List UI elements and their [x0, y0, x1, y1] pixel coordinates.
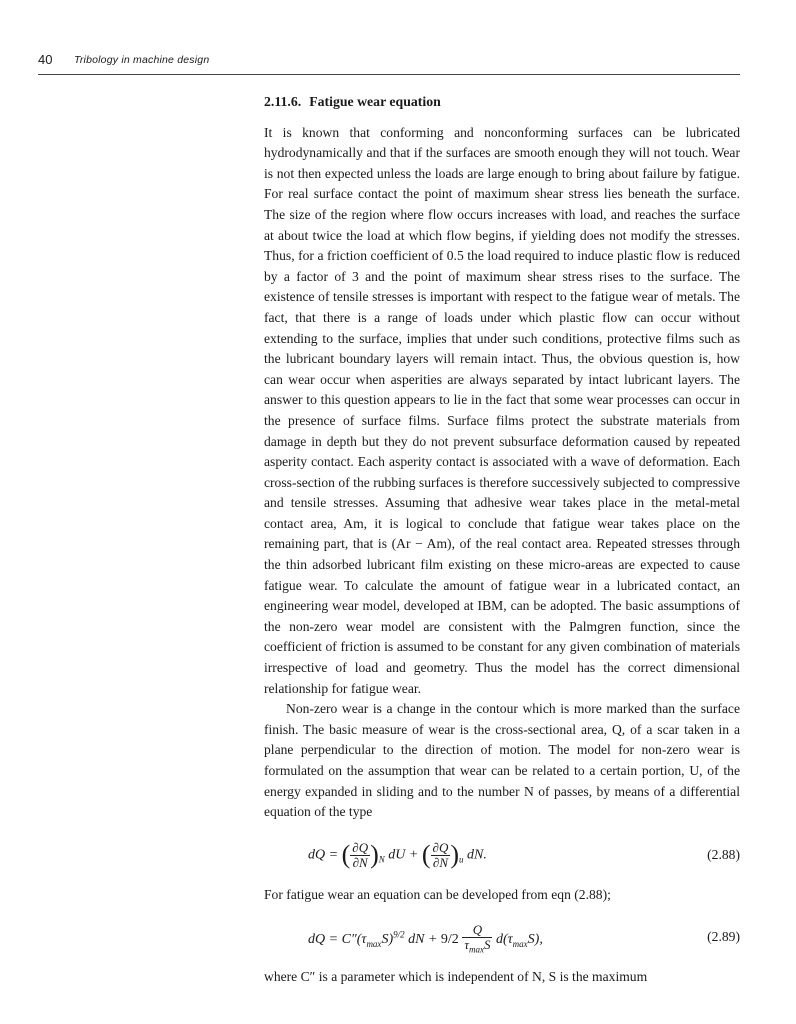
paragraph-4: where C″ is a parameter which is independent of N, S is the maximum [264, 969, 648, 985]
section-heading [264, 92, 740, 113]
equation-2-89-expression: dQ = $C''(\tau_{max}S)^{9/2}$ dN + 9/2 $\frac{Q}{\tau_{max}S}$ $d(\tau_{max}S)$, [308, 922, 543, 955]
equation-2-88 [264, 831, 740, 879]
running-title: Tribology in machine design [74, 54, 210, 66]
paragraph-3: For fatigue wear an equation can be developed from eqn (2.88); [264, 886, 611, 902]
page-number: 40 [38, 52, 53, 67]
equation-number: (2.88) [707, 846, 740, 862]
equation-2-88-expression: dQ = ( $\frac{\partial Q}{\partial N}$ )$_N$ dU + ( $\frac{\partial Q}{\partial N}$ )$_u$ dN. [308, 839, 487, 870]
page-header [38, 52, 748, 72]
paragraph-2: Non-zero wear is a change in the contour which is more marked than the surface finish. The basic measure of wear is the cross-sectional area, Q, of a scar taken in a plane perpendicular to the direction of motion. The model for non-zero wear is formulated on the assumption that wear can be related to a certain portion, U, of the energy expanded in sliding and to the number N of passes, by means of a differential equation of the type [264, 701, 740, 820]
body-text [264, 92, 740, 988]
equation-2-89 [264, 913, 740, 961]
header-rule [38, 74, 740, 75]
section-number: 2.11.6. [264, 94, 302, 109]
equation-number: (2.89) [707, 929, 740, 945]
section-title: Fatigue wear equation [309, 94, 441, 109]
paragraph-1: It is known that conforming and nonconforming surfaces can be lubricated hydrodynamically and that if the surfaces are smooth enough they will not touch. Wear is not then expected unless the loads are large enough to bring about failure by fatigue. For real surface contact the point of maximum shear stress lies beneath the surface. The size of the region where flow occurs increases with load, and reaches the surface at about twice the load at which flow begins, if yielding does not modify the stresses. Thus, for a friction coefficient of 0.5 the load required to induce plastic flow is reduced by a factor of 3 and the point of maximum shear stress rises to the surface. The existence of tensile stresses is important with respect to the fatigue wear of metals. The fact, that there is a range of loads under which plastic flow can occur without extending to the surface, implies that under such conditions, protective films such as the lubricant boundary layers will remain intact. Thus, the obvious question is, how can wear occur when asperities are always separated by intact lubricant layers. The answer to this question appears to lie in the fact that some wear processes can occur in the presence of surface films. Surface films protect the substrate materials from damage in depth but they do not prevent subsurface deformation caused by repeated asperity contact. Each asperity contact is associated with a wave of deformation. Each cross-section of the rubbing surfaces is therefore successively subjected to compressive and tensile stresses. Assuming that adhesive wear takes place in the metal-metal contact area, Am, it is logical to conclude that fatigue wear takes place on the remaining part, that is (Ar − Am), of the real contact area. Repeated stresses through the thin adsorbed lubricant film existing on these micro-areas are expected to cause fatigue wear. To calculate the amount of fatigue wear in a lubricated contact, an engineering wear model, developed at IBM, can be adopted. The basic assumptions of the non-zero wear model are consistent with the Palmgren function, since the coefficient of friction is assumed to be constant for any given combination of materials irrespective of load and geometry. Thus the model has the correct dimensional relationship for fatigue wear. [264, 124, 740, 696]
